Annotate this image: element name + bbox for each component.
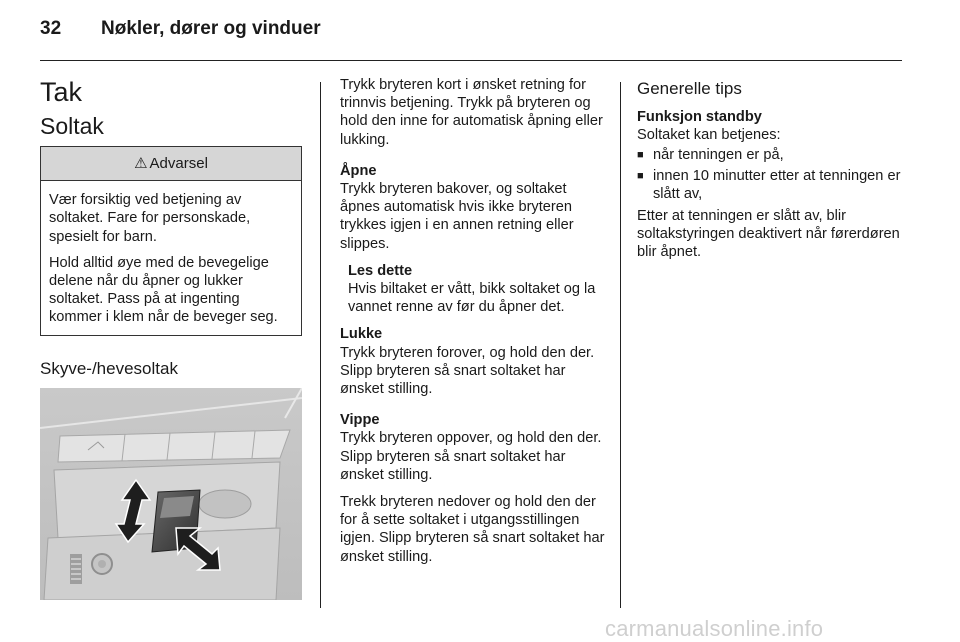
list-item: ■ innen 10 minutter etter at tenningen er slått av,	[637, 167, 903, 203]
standby-heading: Funksjon standby	[637, 109, 762, 125]
page-number: 32	[40, 18, 62, 39]
tilt-heading: Vippe	[340, 412, 380, 429]
right-column	[637, 76, 903, 262]
intro-text: Trykk bryteren kort i ønsket retning for trinnvis betjening. Trykk på bryteren og hold den inne for automatisk åpning eller lukking.	[340, 77, 603, 148]
warning-heading-text: Advarsel	[149, 155, 208, 172]
page-header	[40, 18, 321, 40]
note-text: Hvis biltaket er vått, bikk soltaket og la vannet renne av før du åpner det.	[348, 281, 596, 316]
column-divider-2	[620, 82, 621, 608]
close-text: Trykk bryteren forover, og hold den der. Slipp bryteren så snart soltaket har ønsket stilling.	[340, 344, 595, 398]
header-rule	[40, 60, 902, 61]
warning-box	[40, 146, 302, 336]
warning-paragraph: Hold alltid øye med de bevegelige delene når du åpner og lukker soltaket. Pass på at ingenting kommer i klem når de beveger seg.	[49, 254, 278, 326]
tilt-text-1: Trykk bryteren oppover, og hold den der. Slipp bryteren så snart soltaket har ønsket stilling.	[340, 430, 602, 483]
open-text: Trykk bryteren bakover, og soltaket åpnes automatisk hvis ikke bryteren trykkes igjen i en annen retning eller slippes.	[340, 181, 574, 252]
warning-body	[41, 181, 301, 334]
left-column	[40, 76, 304, 605]
section-title: Soltak	[40, 113, 104, 139]
open-heading: Åpne	[340, 162, 377, 179]
warning-heading	[41, 147, 301, 181]
column-divider-1	[320, 82, 321, 608]
note-block	[340, 262, 610, 317]
standby-after: Etter at tenningen er slått av, blir soltakstyringen deaktivert når førerdøren blir åpnet.	[637, 208, 900, 261]
warning-paragraph: Vær forsiktig ved betjening av soltaket. Fare for personskade, spesielt for barn.	[49, 192, 251, 245]
warning-triangle-icon: ⚠	[134, 155, 148, 172]
close-heading: Lukke	[340, 326, 383, 343]
tips-title: Generelle tips	[637, 79, 742, 98]
tilt-text-2: Trekk bryteren nedover og hold den der for å sette soltaket i utgangsstillingen igjen. Slipp bryteren så snart soltaket har ønsket stilling.	[340, 494, 605, 565]
standby-list	[637, 146, 903, 203]
note-heading: Les dette	[348, 262, 413, 279]
watermark: carmanualsonline.info	[605, 616, 824, 641]
sunroof-switch-illustration	[40, 388, 302, 600]
chapter-title: Nøkler, dører og vinduer	[101, 18, 321, 39]
middle-column	[340, 76, 610, 566]
list-item: ■ når tenningen er på,	[637, 146, 903, 164]
subsection-title: Skyve-/hevesoltak	[40, 358, 178, 378]
standby-intro: Soltaket kan betjenes:	[637, 127, 781, 144]
page-title: Tak	[40, 77, 83, 107]
